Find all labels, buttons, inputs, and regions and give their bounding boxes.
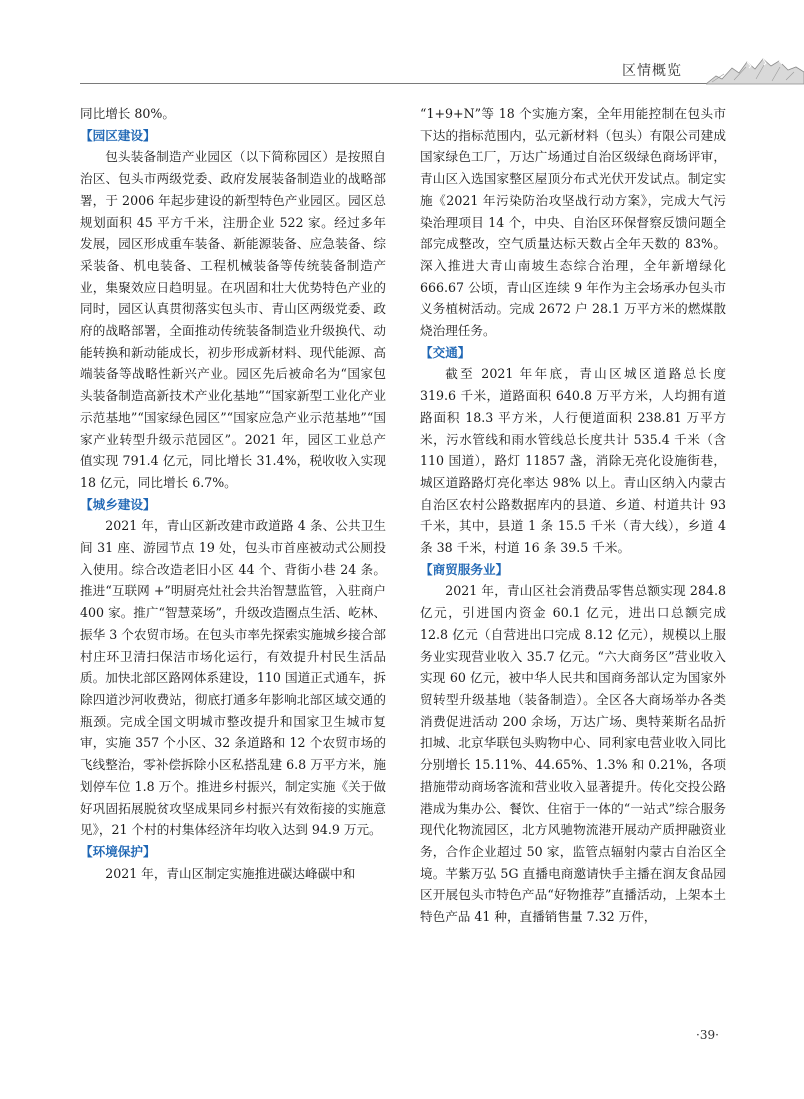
paragraph: 2021 年，青山区新改建市政道路 4 条、公共卫生间 31 座、游园节点 19 处，包头市首座被动式公厕投入使用。综合改造老旧小区 44 个、背街小巷 24 条。推进“互联网 +”明厨亮灶社会共治智慧监管，入驻商户 400 家。推广“智慧菜场”，升级改造圈点生活、屹林、振华 3 个农贸市场。在包头市率先探索实施城乡接合部村庄环卫清扫保洁市场化运行，有效提升村民生活品质。加快北部区路网体系建设，110 国道正式通车，拆除四道沙河收费站，彻底打通多年影响北部区域交通的瓶颈。完成全国文明城市整改提升和国家卫生城市复审，实施 357 个小区、32 条道路和 12 个农贸市场的飞线整治，零补偿拆除小区私搭乱建 6.8 万平方米，施划停车位 1.8 万个。推进乡村振兴，制定实施《关于做好巩固拓展脱贫攻坚成果同乡村振兴有效衔接的实施意见》，21 个村的村集体经济年均收入达到 94.9 万元。 — [80, 518, 386, 838]
paragraph-continuation: “1+9+N”等 18 个实施方案，全年用能控制在包头市下达的指标范围内，弘元新材料（包头）有限公司建成国家绿色工厂，万达广场通过自治区级绿色商场评审，青山区入选国家整区屋顶分布式光伏开发试点。制定实施《2021 年污染防治攻坚战行动方案》，完成大气污染治理项目 14 个，中央、自治区环保督察反馈问题全部完成整改，空气质量达标天数占全年天数的 83%。深入推进大青山南坡生态综合治理，全年新增绿化 666.67 公顷，青山区连续 9 年作为主会场承办包头市义务植树活动。完成 2672 户 28.1 万平方米的燃煤散烧治理任务。 — [420, 106, 726, 339]
paragraph: 2021 年，青山区社会消费品零售总额实现 284.8 亿元，引进国内资金 60.1 亿元，进出口总额完成 12.8 亿元（自营进出口完成 8.12 亿元），规模以上服务业实现营业收入 35.7 亿元。“六大商务区”营业收入实现 60 亿元，被中华人民共和国商务部认定为国家外贸转型升级基地（装备制造）。全区各大商场举办各类消费促进活动 200 余场，万达广场、奥特莱斯名品折扣城、北京华联包头购物中心、同利家电营业收入同比分别增长 15.11%、44.65%、1.3% 和 0.21%，各项措施带动商场客流和营业收入显著提升。传化交投公路港成为集办公、餐饮、住宿于一体的“一站式”综合服务现代化物流园区，北方风驰物流港开展动产质押融资业务，合作企业超过 50 家，监管点辐射内蒙古自治区全境。芊紫万弘 5G 直播电商邀请快手主播在润友食品园区开展包头市特色产品“好物推荐”直播活动，上架本土特色产品 41 种，直播销售量 7.32 万件， — [420, 583, 726, 925]
page-header — [0, 0, 804, 90]
paragraph-continuation: 同比增长 80%。 — [80, 106, 175, 121]
section-heading: 【环境保护】 — [80, 843, 156, 859]
section-title: 区情概览 — [622, 63, 682, 79]
section-heading: 【交通】 — [420, 344, 471, 360]
left-column — [80, 103, 386, 884]
section-heading: 【城乡建设】 — [80, 496, 156, 512]
right-column — [420, 103, 726, 928]
paragraph: 包头装备制造产业园区（以下简称园区）是按照自治区、包头市两级党委、政府发展装备制造业的战略部署，于 2006 年起步建设的新型特色产业园区。园区总规划面积 45 平方千米，注册企业 522 家。经过多年发展，园区形成重车装备、新能源装备、应急装备、综采装备、机电装备、工程机械装备等传统装备制造产业，集聚效应日趋明显。在巩固和壮大优势特色产业的同时，园区认真贯彻落实包头市、青山区两级党委、政府的战略部署，全面推动传统装备制造业升级换代、动能转换和新动能成长，初步形成新材料、现代能源、高端装备等战略性新兴产业。园区先后被命名为“国家包头装备制造高新技术产业化基地”“国家新型工业化产业示范基地”“国家绿色园区”“国家应急产业示范基地”“国家产业转型升级示范园区”。2021 年，园区工业总产值实现 791.4 亿元，同比增长 31.4%，税收收入实现 18 亿元，同比增长 6.7%。 — [80, 149, 386, 490]
mountain-decoration-icon — [706, 52, 804, 86]
page-number: ·39· — [696, 1028, 719, 1042]
paragraph: 截至 2021 年年底，青山区城区道路总长度 319.6 千米，道路面积 640.8 万平方米，人均拥有道路面积 18.3 平方米，人行便道面积 238.81 万平方米，污水管线和雨水管线总长度共计 535.4 千米（含 110 国道），路灯 11857 盏，消除无亮化设施街巷，城区道路路灯亮化率达 98% 以上。青山区纳入内蒙古自治区农村公路数据库内的县道、乡道、村道共计 93 千米，其中，县道 1 条 15.5 千米（青大线），乡道 4 条 38 千米，村道 16 条 39.5 千米。 — [420, 366, 726, 556]
section-heading: 【商贸服务业】 — [420, 561, 509, 577]
section-heading: 【园区建设】 — [80, 127, 156, 143]
paragraph: 2021 年，青山区制定实施推进碳达峰碳中和 — [105, 865, 356, 881]
header-rule — [80, 83, 726, 84]
